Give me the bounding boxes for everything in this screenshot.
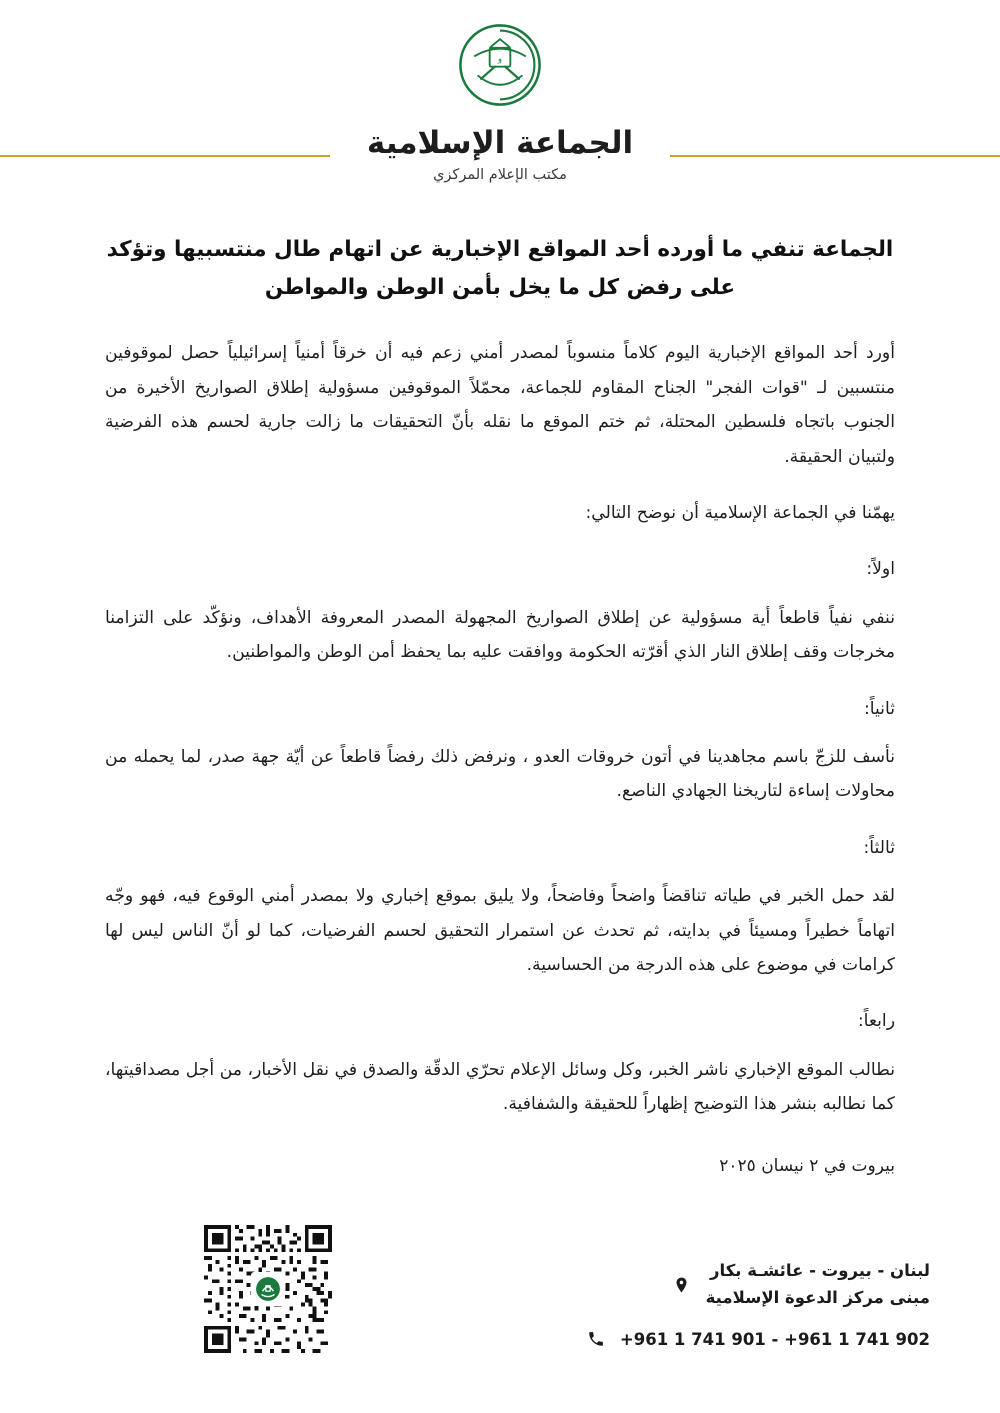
ordinal-label-2: ثانياً: (863, 698, 895, 719)
organization-subtitle: مكتب الإعلام المركزي (433, 167, 567, 184)
address-text (706, 1258, 930, 1311)
statement-item-3: لقد حمل الخبر في طياته تناقضاً واضحاً وفاضحاً، ولا يليق بموقع إخباري ولا بمصدر أمني الوقوع فيه، فهو وجّه اتهاماً خطيراً ومسيئاً في بدايته، ثم تحدث عن استمرار التحقيق لحسم الفرضيات، كما لو أنّ الناس ليس لها كرامات في موضوع على هذه الدرجة من الحساسية. (105, 886, 895, 976)
address-row (586, 1258, 930, 1311)
svg-text:و: و (497, 54, 503, 65)
phone-icon (586, 1327, 606, 1351)
ordinal-label-1: اولاً: (866, 559, 895, 580)
qr-center-emblem-icon (251, 1272, 285, 1306)
phone-numbers: +961 1 741 901 - +961 1 741 902 (619, 1329, 930, 1349)
organization-title: الجماعة الإسلامية (366, 125, 634, 161)
organization-header (0, 126, 1000, 183)
contact-block (586, 1258, 930, 1367)
statement-item-2: نأسف للزجّ باسم مجاهدينا في أتون خروقات العدو ، ونرفض ذلك رفضاً قاطعاً عن أيّة جهة صدر، لما يحمله من محاولات إساءة لتاريخنا الجهادي الناصع. (105, 747, 895, 802)
dateline: بيروت في ٢ نيسان ٢٠٢٥ (719, 1155, 895, 1176)
page-title: الجماعة تنفي ما أورده أحد المواقع الإخبارية عن اتهام طال منتسبيها وتؤكد على رفض كل ما يخل بأمن الوطن والمواطن (106, 237, 894, 300)
address-line-2: مبنى مركز الدعوة الإسلامية (705, 1287, 930, 1307)
ordinal-label-3: ثالثاً: (863, 837, 895, 858)
address-line-1: لبنان - بيروت - عائشـة بكار (710, 1261, 930, 1281)
emblem-container (0, 0, 1000, 108)
lead-paragraph: أورد أحد المواقع الإخبارية اليوم كلاماً منسوباً لمصدر أمني زعم فيه أن خرقاً أمنياً إسرائيلياً حصل لموقوفين منتسبين لـ "قوات الفجر" الجناح المقاوم للجماعة، محمّلاً الموقوفين مسؤولية إطلاق الصواريخ الأخيرة من الجنوب باتجاه فلسطين المحتلة، ثم ختم الموقع ما نقله بأنّ التحقيقات ما زالت جارية لحسم هذه الفرضية ولتبيان الحقيقة. (105, 343, 895, 467)
phone-row (586, 1327, 930, 1351)
intro-paragraph: يهمّنا في الجماعة الإسلامية أن نوضح التالي: (585, 502, 895, 523)
statement-item-1: ننفي نفياً قاطعاً أية مسؤولية عن إطلاق الصواريخ المجهولة المصدر المعروفة الأهداف، ونؤكّد على التزامنا مخرجات وقف إطلاق النار الذي أقرّته الحكومة ووافقت عليه بما يحفظ أمن الوطن والمواطنين. (105, 607, 895, 663)
statement-item-4: نطالب الموقع الإخباري ناشر الخبر، وكل وسائل الإعلام تحرّي الدقّة والصدق في نقل الأخبار، من أجل مصداقيتها، كما نطالبه بنشر هذا التوضيح إظهاراً للحقيقة والشفافية. (105, 1059, 895, 1115)
statement-body (105, 336, 895, 1175)
qr-code-block[interactable] (204, 1225, 332, 1353)
map-pin-icon (672, 1273, 692, 1297)
footer (0, 1173, 1000, 1413)
ordinal-label-4: رابعاً: (857, 1011, 895, 1032)
islamic-group-emblem-icon (457, 22, 543, 108)
